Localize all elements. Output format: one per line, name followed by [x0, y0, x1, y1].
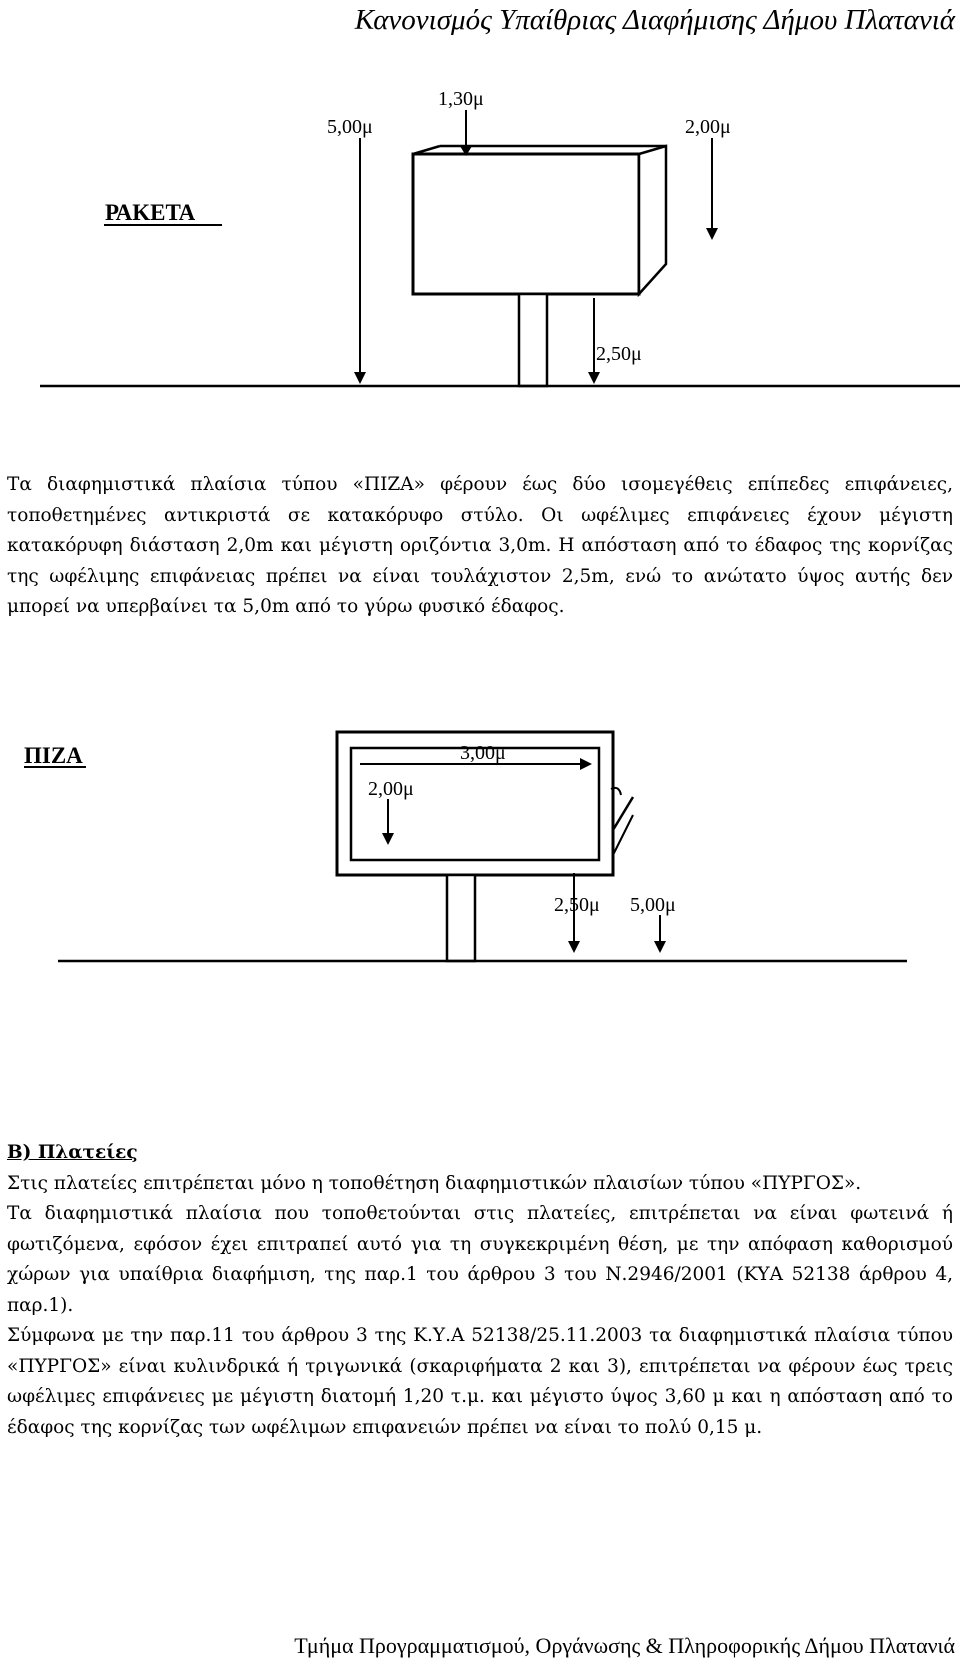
paragraph-piza-description: Τα διαφημιστικά πλαίσια τύπου «ΠΙΖΑ» φέρουν έως δύο ισομεγέθεις επίπεδες επιφάνειες, τοποθετημένες αντικριστά σε κατακόρυφο στύλο. Οι ωφέλιμες επιφάνειες έχουν μέγιστη κατακόρυφη διάσταση 2,0m και μέγιστη οριζόντια 3,0m. Η απόσταση από το έδαφος της κορνίζας της ωφέλιμης επιφάνειας πρέπει να είναι τουλάχιστον 2,5m, ενώ το ανώτατο ύψος αυτής δεν μπορεί να υπερβαίνει τα 5,0m από το γύρω φυσικό έδαφος. [7, 474, 953, 617]
raketa-title: ΡΑΚΕΤΑ [105, 200, 196, 225]
section-b-paragraph-3: Σύμφωνα με την παρ.11 του άρθρου 3 της Κ.Υ.Α 52138/25.11.2003 τα διαφημιστικά πλαίσια τύπου «ΠΥΡΓΟΣ» είναι κυλινδρικά ή τριγωνικά (σκαριφήματα 2 και 3), επιτρέπεται να φέρουν έως τρεις ωφέλιμες επιφάνειες με μέγιστη διατομή 1,20 τ.μ. και μέγιστο ύψος 3,60 μ και η απόσταση από το έδαφος της κορνίζας των ωφέλιμων επιφανειών πρέπει να είναι το πολύ 0,15 μ. [7, 1325, 953, 1438]
section-b-paragraph-1: Στις πλατείες επιτρέπεται μόνο η τοποθέτηση διαφημιστικών πλαισίων τύπου «ΠΥΡΓΟΣ». [7, 1172, 862, 1194]
piza-title: ΠΙΖΑ [24, 743, 83, 768]
figure-raketa [0, 70, 960, 400]
raketa-pole [519, 294, 547, 386]
piza-label-clearance: 2,50μ [554, 894, 600, 916]
section-b-paragraph-2: Τα διαφημιστικά πλαίσια που τοποθετούνται στις πλατείες, επιτρέπεται να είναι φωτεινά ή φωτιζόμενα, εφόσον έχει επιτραπεί αυτό για τη συγκεκριμένη θέση, με την απόφαση καθορισμού χώρων για υπαίθρια διαφήμιση, της παρ.1 του άρθρου 3 του Ν.2946/2001 (ΚΥΑ 52138 άρθρου 4, παρ.1). [7, 1203, 953, 1316]
figure-piza [0, 715, 960, 975]
raketa-label-right: 2,00μ [685, 116, 731, 138]
raketa-label-left: 5,00μ [327, 116, 373, 138]
piza-label-height: 2,00μ [368, 778, 414, 800]
page-footer: Τμήμα Προγραμματισμού, Οργάνωσης & Πληροφορικής Δήμου Πλατανιά [294, 1633, 955, 1658]
piza-diagram [0, 715, 960, 975]
page-header-title: Κανονισμός Υπαίθριας Διαφήμισης Δήμου Πλατανιά [354, 4, 955, 36]
piza-pole [447, 875, 475, 961]
section-b [7, 1138, 953, 1443]
piza-label-total: 5,00μ [630, 894, 676, 916]
section-b-title: Β) Πλατείες [7, 1142, 138, 1163]
raketa-diagram [0, 70, 960, 400]
raketa-board [413, 154, 639, 294]
raketa-label-bottom: 2,50μ [596, 343, 642, 365]
piza-label-width: 3,00μ [460, 742, 506, 764]
raketa-label-top: 1,30μ [438, 88, 484, 110]
